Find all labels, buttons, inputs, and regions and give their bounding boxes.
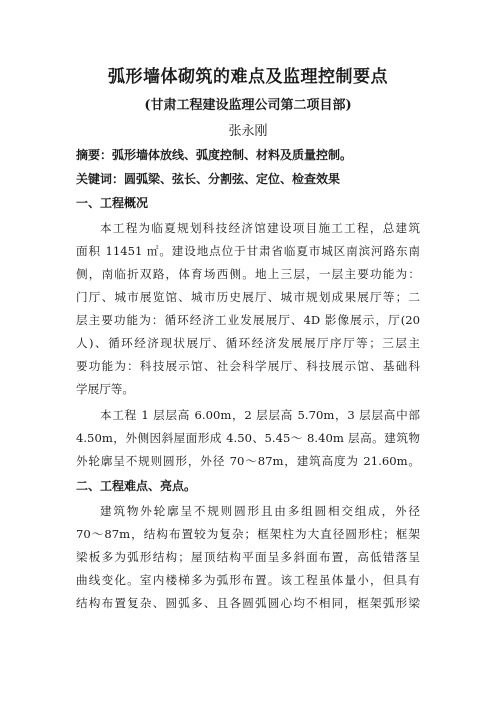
section-heading-difficulties: 二、工程难点、亮点。	[76, 479, 197, 493]
paragraph-line: 外轮廓呈不规则圆形，外径 70～87m，建筑高度为 21.60m。	[76, 454, 420, 468]
paragraph-line: 侧，南临折双路，体育场西侧。地上三层，一层主要功能为：	[76, 267, 420, 281]
paragraph-line: 门厅、城市展览馆、城市历史展厅、城市规划成果展厅等；二	[76, 290, 420, 304]
paragraph-line: 要功能为：科技展示馆、社会科学展厅、科技展示馆、基础科	[76, 359, 420, 373]
abstract-line: 摘要：弧形墙体放线、弧度控制、材料及质量控制。	[76, 148, 353, 162]
paragraph-line: 人)、循环经济现状展厅、循环经济发展展厅序厅等；三层主	[76, 336, 420, 350]
paragraph-line: 层主要功能为：循环经济工业发展展厅、4D 影像展示，厅(20	[76, 313, 420, 327]
document-subtitle: (甘肃工程建设监理公司第二项目部)	[144, 98, 352, 113]
keywords-line: 关键词：圆弧梁、弦长、分割弦、定位、检查效果	[76, 172, 341, 186]
paragraph-line: 建筑物外轮廓呈不规则圆形且由多组圆相交组成，外径	[100, 504, 420, 518]
paragraph-line: 梁板多为弧形结构；屋顶结构平面呈多斜面布置，高低错落呈	[76, 550, 420, 564]
paragraph-line: 4.50m，外侧因斜屋面形成 4.50、5.45～ 8.40m 层高。建筑物	[76, 431, 420, 445]
paragraph-line: 本工程为临夏规划科技经济馆建设项目施工工程，总建筑	[100, 221, 420, 235]
author-name: 张永刚	[228, 124, 268, 139]
section-heading-overview: 一、工程概况	[76, 196, 149, 210]
paragraph-line: 曲线变化。室内楼梯多为弧形布置。该工程虽体量小，但具有	[76, 573, 420, 587]
paragraph-line: 面积 11451 ㎡。建设地点位于甘肃省临夏市城区南滨河路东南	[76, 244, 420, 258]
paragraph-line: 70～87m，结构布置较为复杂；框架柱为大直径圆形柱；框架	[76, 527, 420, 541]
paragraph-line: 学展厅等。	[76, 382, 134, 396]
document-title: 弧形墙体砌筑的难点及监理控制要点	[108, 67, 388, 87]
paragraph-line: 结构布置复杂、圆弧多、且各圆弧圆心均不相同，框架弧形梁	[76, 596, 420, 610]
paragraph-line: 本工程 1 层层高 6.00m，2 层层高 5.70m，3 层层高中部	[100, 408, 420, 422]
